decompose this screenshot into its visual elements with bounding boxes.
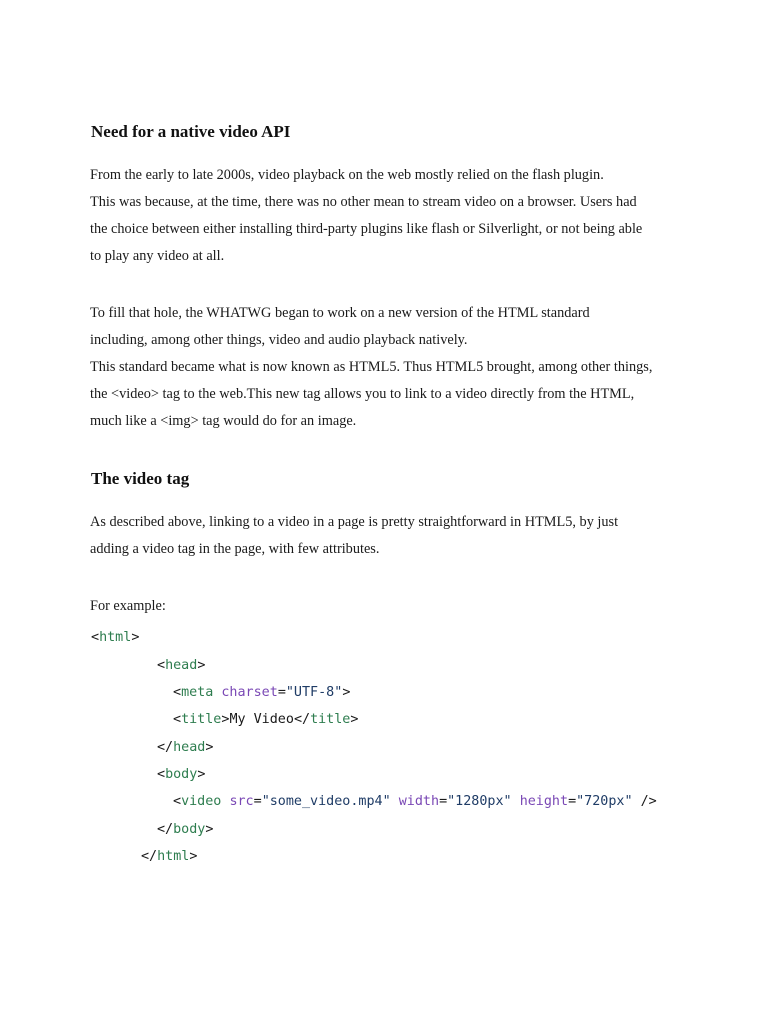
code-tag: title: [310, 712, 351, 727]
code-attribute: height: [519, 794, 569, 809]
code-tag: title: [181, 712, 222, 727]
code-line-body-open: <body>: [157, 767, 206, 782]
code-tag: head: [173, 740, 206, 755]
code-tag: meta: [181, 685, 214, 700]
section-heading-video-tag: The video tag: [91, 469, 190, 488]
paragraph-line: to play any video at all.: [90, 248, 225, 264]
code-text: My Video: [229, 712, 294, 727]
code-attribute: width: [398, 794, 440, 809]
code-line-html-open: <html>: [91, 630, 140, 645]
paragraph-line: adding a video tag in the page, with few attributes.: [90, 541, 380, 557]
code-line-body-close: </body>: [157, 822, 214, 837]
paragraph-line: To fill that hole, the WHATWG began to work on a new version of the HTML standard: [90, 305, 590, 321]
code-string: "720px": [576, 794, 633, 809]
code-line-html-close: </html>: [141, 849, 198, 864]
example-label: For example:: [90, 598, 166, 614]
code-string: "1280px": [447, 794, 512, 809]
section-heading-native-video-api: Need for a native video API: [91, 122, 291, 141]
code-tag: body: [173, 822, 206, 837]
paragraph-line: much like a <img> tag would do for an image.: [90, 413, 357, 429]
code-tag: body: [165, 767, 198, 782]
paragraph-line: As described above, linking to a video in a page is pretty straightforward in HTML5, by just: [90, 514, 619, 530]
code-line-video: <video src="some_video.mp4" width="1280px" height="720px" />: [173, 794, 657, 809]
code-string: "UTF-8": [285, 685, 343, 700]
paragraph-line: This was because, at the time, there was no other mean to stream video on a browser. Users had: [90, 194, 637, 210]
code-line-meta: <meta charset="UTF-8">: [173, 685, 351, 700]
code-tag: head: [165, 658, 198, 673]
paragraph-line: the choice between either installing third-party plugins like flash or Silverlight, or not being able: [90, 221, 643, 237]
code-attribute: src: [229, 794, 254, 809]
paragraph-line: From the early to late 2000s, video playback on the web mostly relied on the flash plugin.: [90, 167, 604, 183]
code-tag: video: [181, 794, 222, 809]
code-tag: html: [157, 849, 190, 864]
code-tag: html: [99, 630, 132, 645]
paragraph-line: including, among other things, video and audio playback natively.: [90, 332, 468, 348]
code-attribute: charset: [221, 685, 278, 700]
code-line-head-open: <head>: [157, 658, 206, 673]
code-line-title: <title>My Video</title>: [173, 712, 359, 727]
paragraph-line: This standard became what is now known as HTML5. Thus HTML5 brought, among other things,: [90, 359, 653, 375]
code-line-head-close: </head>: [157, 740, 214, 755]
code-string: "some_video.mp4": [261, 794, 391, 809]
paragraph-line: the <video> tag to the web.This new tag allows you to link to a video directly from the HTML,: [90, 386, 635, 402]
